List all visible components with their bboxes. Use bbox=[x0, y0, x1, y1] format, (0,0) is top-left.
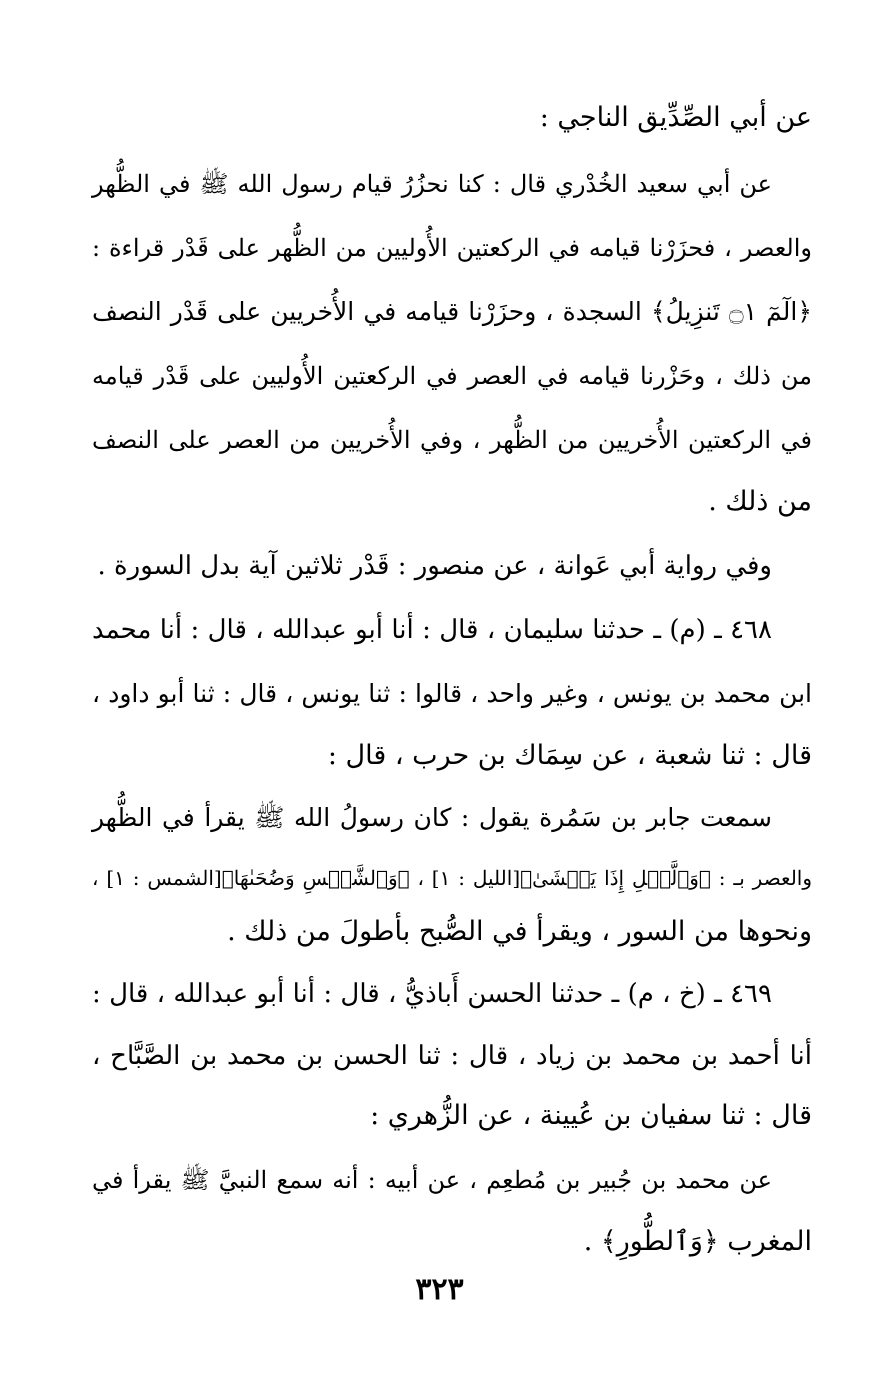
text-line-15: ٤٦٩ ـ (خ ، م) ـ حدثنا الحسن أَباذيُّ ، قال : أنا أبو عبدالله ، قال : bbox=[92, 979, 772, 1009]
text-line-9: ٤٦٨ ـ (م) ـ حدثنا سليمان ، قال : أنا أبو عبدالله ، قال : أنا محمد bbox=[92, 615, 772, 645]
text-line-16: أنا أحمد بن محمد بن زياد ، قال : ثنا الحسن بن محمد بن الصَّبَّاح ، bbox=[92, 1041, 812, 1071]
text-line-7: من ذلك . bbox=[708, 486, 812, 517]
text-line-6: في الركعتين الأُخريين من الظُّهر ، وفي الأُخريين من العصر على النصف bbox=[92, 426, 812, 454]
text-line-13: والعصر بـ : ﴿وَٱلَّيۡلِ إِذَا يَغۡشَىٰ﴾[الليل : ١] ، ﴿وَٱلشَّمۡسِ وَضُحَىٰهَا﴾[الشمس : ١] ، bbox=[92, 866, 812, 890]
text-line-3: والعصر ، فحزَرْنا قيامه في الركعتين الأُوليين من الظُّهر على قَدْر قراءة : bbox=[92, 234, 812, 262]
text-line-17: قال : ثنا سفيان بن عُيينة ، عن الزُّهري : bbox=[370, 1100, 812, 1131]
text-line-2: عن أبي سعيد الخُدْري قال : كنا نحزُرُ قيام رسول الله ﷺ في الظُّهر bbox=[92, 170, 772, 198]
text-line-18: عن محمد بن جُبير بن مُطعِم ، عن أبيه : أنه سمع النبيَّ ﷺ يقرأ في bbox=[92, 1166, 772, 1194]
text-line-1: عن أبي الصِّدِّيق الناجي : bbox=[539, 102, 812, 133]
text-line-4: ﴿الٓمٓ ۝١ تَنزِيلُ﴾ السجدة ، وحزَرْنا قيامه في الأُخريين على قَدْر النصف bbox=[92, 297, 812, 326]
text-line-14: ونحوها من السور ، ويقرأ في الصُّبح بأطولَ من ذلك . bbox=[227, 916, 812, 947]
text-line-8: وفي رواية أبي عَوانة ، عن منصور : قَدْر ثلاثين آية بدل السورة . bbox=[97, 551, 772, 581]
text-line-12: سمعت جابر بن سَمُرة يقول : كان رسولُ الله ﷺ يقرأ في الظُّهر bbox=[92, 803, 772, 832]
text-line-5: من ذلك ، وحَزْرنا قيامه في العصر في الركعتين الأُوليين على قَدْر قيامه bbox=[92, 362, 812, 390]
page-number: ٣٢٣ bbox=[415, 1272, 464, 1307]
text-line-11: قال : ثنا شعبة ، عن سِمَاك بن حرب ، قال : bbox=[327, 740, 812, 771]
text-line-19: المغرب ﴿وَٱلطُّورِ﴾ . bbox=[583, 1226, 812, 1257]
text-line-10: ابن محمد بن يونس ، وغير واحد ، قالوا : ثنا يونس ، قال : ثنا أبو داود ، bbox=[92, 679, 812, 708]
